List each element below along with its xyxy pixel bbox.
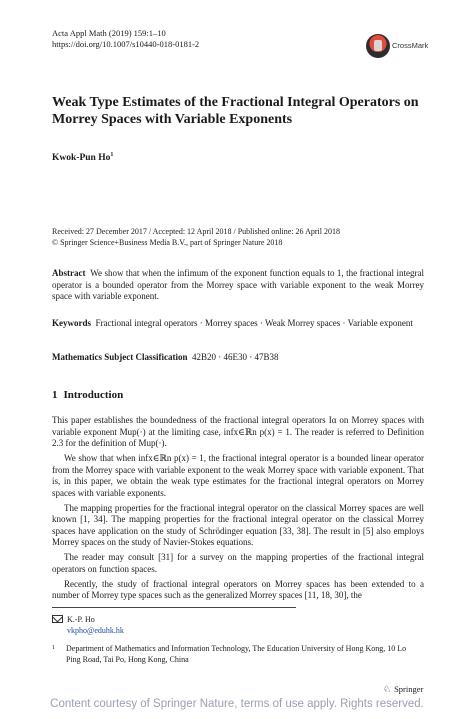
abstract <box>52 268 424 303</box>
article-title: Weak Type Estimates of the Fractional Integral Operators on Morrey Spaces with Variable Exponents <box>52 95 419 127</box>
journal-line: Acta Appl Math (2019) 159:1–10 <box>52 28 166 38</box>
affiliation-text: Department of Mathematics and Information Technology, The Education University of Hong Kong, 10 Lo Ping Road, Tai Po, Hong Kong, China <box>66 644 407 664</box>
body-text <box>52 415 424 605</box>
author-name: Kwok-Pun Ho <box>52 153 111 164</box>
section-number: 1 <box>52 389 58 401</box>
keywords <box>52 318 424 330</box>
corresponding-author <box>52 614 124 636</box>
paragraph-2: We show that when infx∈ℝn p(x) = 1, the fractional integral operator is a bounded linear operator from the Morrey space with variable exponent to the weak Morrey space with variable exponent. That is, in this paper, we obtain the weak type estimates for the fractional integral operators on Morrey spaces with variable exponents. <box>52 453 424 498</box>
keywords-text: Fractional integral operators · Morrey spaces · Weak Morrey spaces · Variable exponent <box>95 318 413 328</box>
author-affil-marker: 1 <box>110 152 114 158</box>
publication-history <box>52 226 432 248</box>
author <box>52 152 113 163</box>
paragraph-4: The reader may consult [31] for a survey on the mapping properties of the fractional integral operators on function spaces. <box>52 552 424 574</box>
section-title: Introduction <box>63 389 124 401</box>
msc-label: Mathematics Subject Classification <box>52 352 188 362</box>
copyright: © Springer Science+Business Media B.V., part of Springer Nature 2018 <box>52 238 283 247</box>
footnote-divider <box>52 607 296 608</box>
msc-text: 42B20 · 46E30 · 47B38 <box>191 352 279 362</box>
paragraph-5: Recently, the study of fractional integral operators on Morrey spaces has been extended to a number of Morrey type spaces such as the generalized Morrey spaces [11, 18, 30], the <box>52 578 424 600</box>
received-dates: Received: 27 December 2017 / Accepted: 12 April 2018 / Published online: 26 April 2018 <box>52 227 340 236</box>
abstract-text: We show that when the infimum of the exponent function equals to 1, the fractional integral operator is a bounded operator from the Morrey space with variable exponent to the weak Morrey space with variable exponent. <box>52 268 424 301</box>
contact-email[interactable]: vkpho@eduhk.hk <box>67 626 124 635</box>
affiliation-number: 1 <box>52 645 55 651</box>
keywords-label: Keywords <box>52 318 91 328</box>
paragraph-1: This paper establishes the boundedness of the fractional integral operators Iα on Morrey spaces with variable exponent Mup(·) at the limiting case, infx∈ℝn p(x) = 1. The reader is referred to Definition 2.3 for the definition of Mup(·). <box>52 415 424 448</box>
paragraph-3: The mapping properties for the fractional integral operator on the classical Morrey spaces are well known [1, 34]. The mapping properties for the fractional integral operator on the classical Morrey spaces have application on the study of Schrödinger equation [33, 38]. The result in [5] also employs Morrey spaces on the study of Navier-Stokes equations. <box>52 502 424 547</box>
springer-horse-icon: ♘ <box>383 684 392 694</box>
courtesy-notice: Content courtesy of Springer Nature, terms of use apply. Rights reserved. <box>50 698 424 710</box>
crossmark-icon <box>366 34 390 58</box>
crossmark-badge[interactable] <box>366 34 436 58</box>
journal-header <box>52 28 199 50</box>
envelope-icon <box>52 615 63 623</box>
msc-classification <box>52 352 424 364</box>
abstract-label: Abstract <box>52 268 86 278</box>
section-heading <box>52 389 123 401</box>
publisher-name: Springer <box>394 684 424 694</box>
doi-link[interactable]: https://doi.org/10.1007/s10440-018-0181-2 <box>52 39 200 49</box>
crossmark-label: CrossMark <box>392 41 429 50</box>
contact-name: K.-P. Ho <box>67 615 95 624</box>
publisher-logo <box>383 684 423 695</box>
